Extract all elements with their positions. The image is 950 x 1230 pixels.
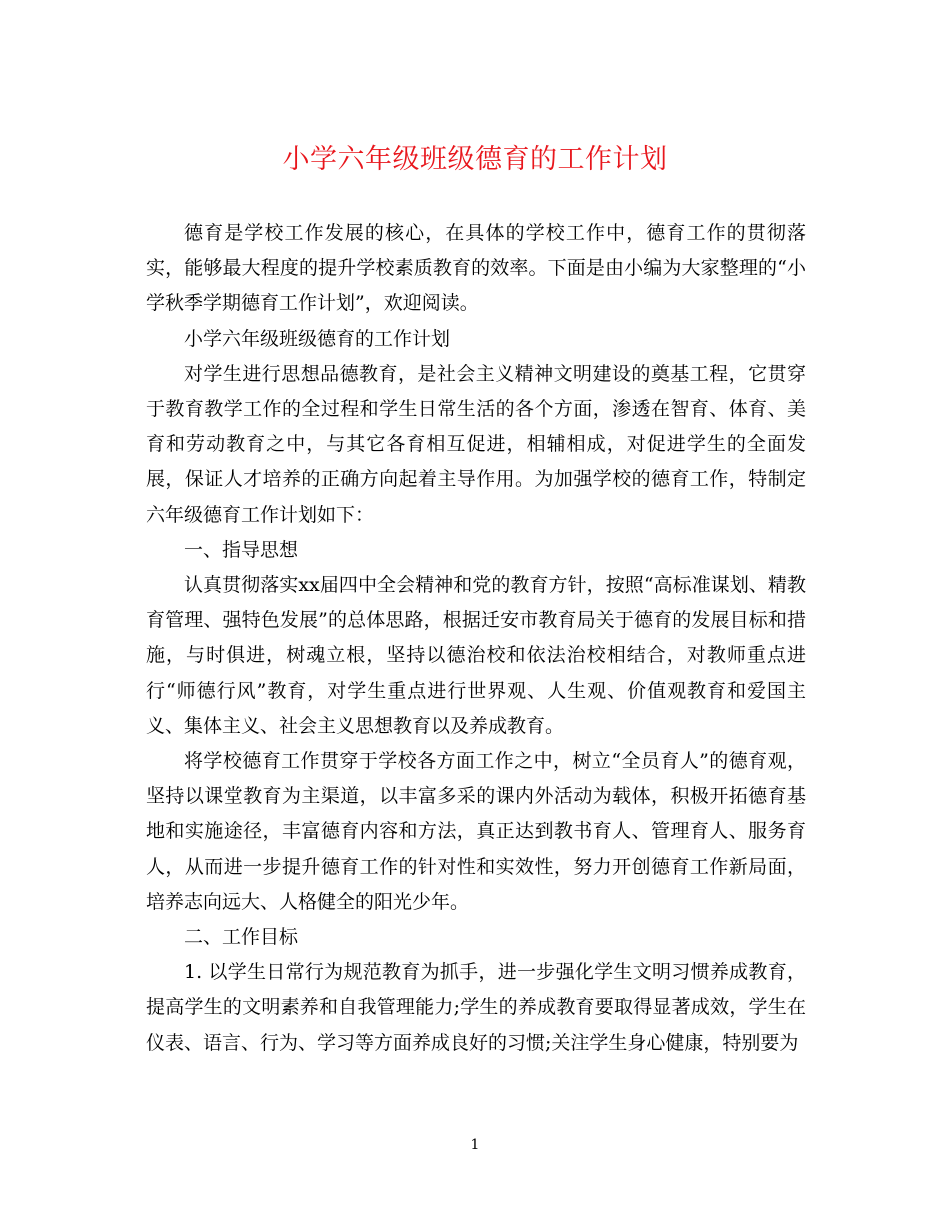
body-paragraph: 1. 以学生日常行为规范教育为抓手，进一步强化学生文明习惯养成教育，提高学生的文明素养和自我管理能力;学生的养成教育要取得显著成效，学生在仪表、语言、行为、学习等方面养成良好的习惯;关注学生身心健康，特别要为 [146, 961, 806, 1054]
body-paragraph: 认真贯彻落实xx届四中全会精神和党的教育方针，按照“高标准谋划、精教育管理、强特色发展”的总体思路，根据迁安市教育局关于德育的发展目标和措施，与时俱进，树魂立根，坚持以德治校和依法治校相结合，对教师重点进行“师德行风”教育，对学生重点进行世界观、人生观、价值观教育和爱国主义、集体主义、社会主义思想教育以及养成教育。 [146, 574, 806, 737]
body-paragraph: 将学校德育工作贯穿于学校各方面工作之中，树立“全员育人”的德育观，坚持以课堂教育为主渠道，以丰富多采的课内外活动为载体，积极开拓德育基地和实施途径，丰富德育内容和方法，真正达到教书育人、管理育人、服务育人，从而进一步提升德育工作的针对性和实效性，努力开创德育工作新局面，培养志向远大、人格健全的阳光少年。 [146, 750, 806, 913]
document-body [146, 216, 806, 1061]
page-number: 1 [470, 1137, 480, 1153]
body-paragraph: 对学生进行思想品德教育，是社会主义精神文明建设的奠基工程，它贯穿于教育教学工作的全过程和学生日常生活的各个方面，渗透在智育、体育、美育和劳动教育之中，与其它各育相互促进，相辅相成，对促进学生的全面发展，保证人才培养的正确方向起着主导作用。为加强学校的德育工作，特制定六年级德育工作计划如下： [146, 362, 806, 526]
subtitle-paragraph: 小学六年级班级德育的工作计划 [184, 327, 451, 350]
section-heading-guiding-thought: 一、指导思想 [184, 538, 299, 561]
section-heading-work-goals: 二、工作目标 [184, 926, 299, 949]
document-title: 小学六年级班级德育的工作计划 [282, 144, 668, 175]
intro-paragraph: 德育是学校工作发展的核心，在具体的学校工作中，德育工作的贯彻落实，能够最大程度的提升学校素质教育的效率。下面是由小编为大家整理的“小学秋季学期德育工作计划”，欢迎阅读。 [146, 222, 806, 315]
